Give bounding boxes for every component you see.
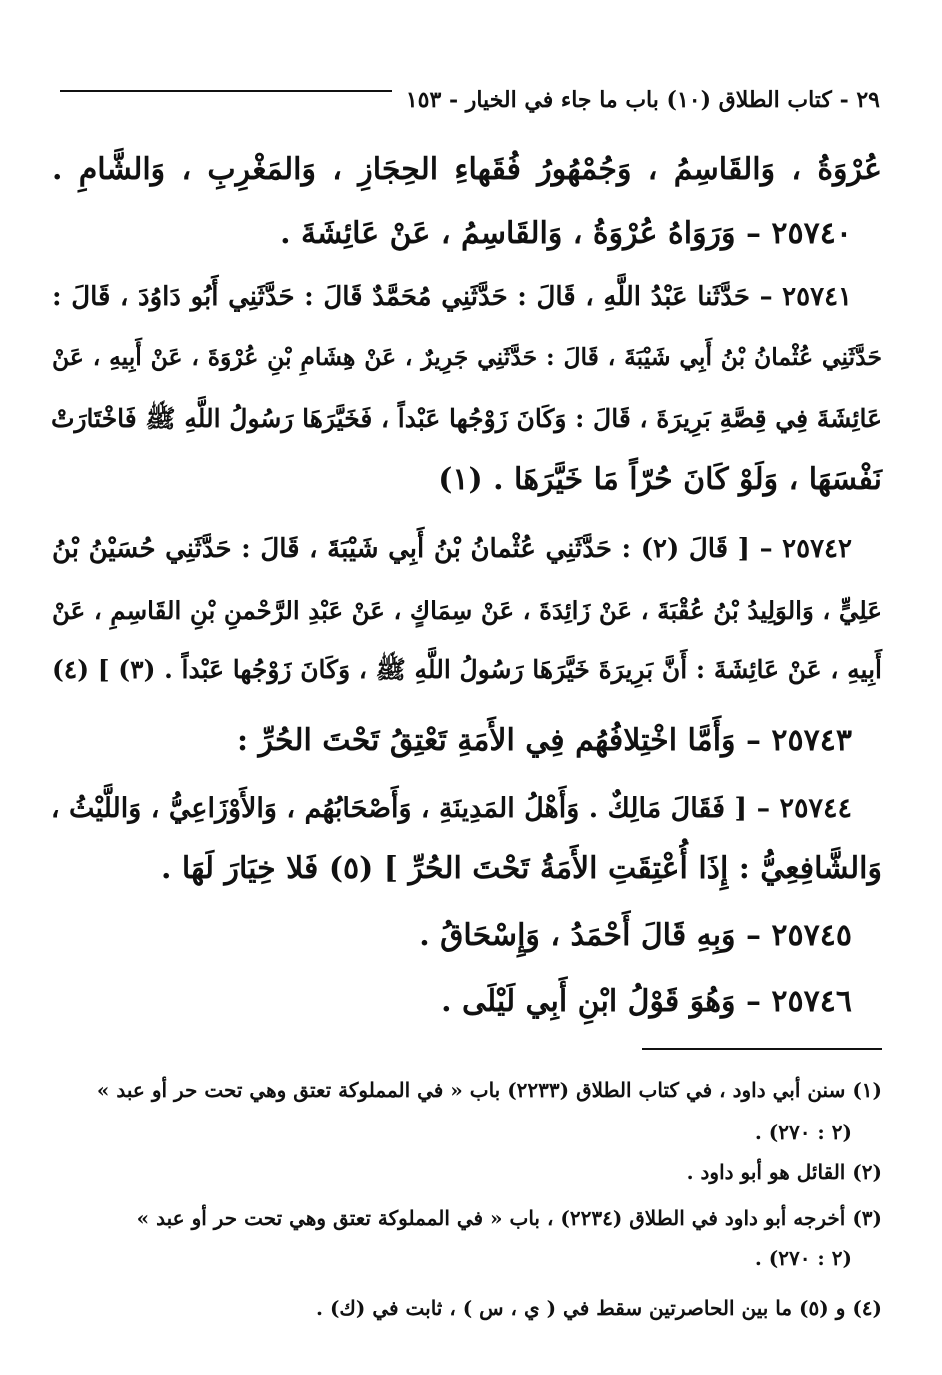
paragraph-25744: ٢٥٧٤٤ – [ فَقَالَ مَالِكٌ . وَأَهْلُ المَدِينَةِ ، وَأَصْحَابُهُم ، وَالأَوْزَاعِيُّ ، وَاللَّيْثُ ، — [50, 793, 852, 824]
body-line: عُرْوَةُ ، وَالقَاسِمُ ، وَجُمْهُورُ فُقَهاءِ الحِجَازِ ، وَالمَغْرِبِ ، وَالشَّامِ . — [52, 152, 882, 187]
footnote-3-continuation: (٢ : ٢٧٠) . — [754, 1246, 852, 1270]
body-line: عَلِيٍّ ، وَالوَلِيدُ بْنُ عُقْبَةَ ، عَنْ زَائِدَةَ ، عَنْ سِمَاكٍ ، عَنْ عَبْدِ الرَّحْمنِ بْنِ القَاسِمِ ، عَنْ — [52, 596, 882, 625]
body-line: وَالشَّافِعِيُّ : إِذَا أُعْتِقَتِ الأَمَةُ تَحْتَ الحُرِّ ] (٥) فَلا خِيَارَ لَهَا . — [161, 851, 882, 886]
paragraph-25742: ٢٥٧٤٢ – [ قَالَ (٢) : حَدَّثَنِي عُثْمانُ بْنُ أَبِي شَيْبَةَ ، قَالَ : حَدَّثَنِي حُسَيْنُ بْنُ — [52, 534, 852, 564]
footnote-2: (٢) القائل هو أبو داود . — [686, 1160, 882, 1184]
running-title: ٢٩ - كتاب الطلاق (١٠) باب ما جاء في الخيار - ١٥٣ — [405, 87, 880, 113]
body-line: حَدَّثَنِي عُثْمانُ بْنُ أَبِي شَيْبَةَ ، قَالَ : حَدَّثَنِي جَرِيرٌ ، عَنْ هِشَامِ بْنِ عُرْوَةَ ، عَنْ أَبِيهِ ، عَنْ — [52, 343, 882, 371]
footnote-rule — [642, 1048, 882, 1050]
body-line: نَفْسَهَا ، وَلَوْ كَانَ حُرّاً مَا خَيَّرَهَا . (١) — [438, 462, 882, 497]
paragraph-25746: ٢٥٧٤٦ – وَهُوَ قَوْلُ ابْنِ أَبِي لَيْلَى . — [441, 984, 852, 1019]
header-rule — [60, 90, 392, 92]
paragraph-25745: ٢٥٧٤٥ – وَبِهِ قَالَ أَحْمَدُ ، وَإِسْحَاقُ . — [419, 918, 852, 953]
page-header — [60, 80, 880, 120]
footnote-1-continuation: (٢ : ٢٧٠) . — [754, 1120, 852, 1144]
paragraph-25741: ٢٥٧٤١ – حَدَّثَنا عَبْدُ اللَّهِ ، قَالَ : حَدَّثَنِي مُحَمَّدٌ قَالَ : حَدَّثَنِي أَبُو دَاوُدَ ، قَالَ : — [52, 282, 852, 312]
paragraph-25740: ٢٥٧٤٠ – وَرَوَاهُ عُرْوَةُ ، وَالقَاسِمُ ، عَنْ عَائِشَةَ . — [280, 216, 852, 251]
footnote-3: (٣) أخرجه أبو داود في الطلاق (٢٢٣٤) ، باب « في المملوكة تعتق وهي تحت حر أو عبد » — [136, 1206, 882, 1230]
paragraph-25743: ٢٥٧٤٣ – وَأَمَّا اخْتِلافُهُم فِي الأَمَةِ تَعْتِقُ تَحْتَ الحُرِّ : — [236, 723, 852, 758]
body-line: أَبِيهِ ، عَنْ عَائِشَةَ : أَنَّ بَرِيرَةَ خَيَّرَهَا رَسُولُ اللَّهِ ﷺ ، وَكَانَ زَوْجُها عَبْداً . (٣) ] (٤) — [51, 655, 882, 684]
footnote-4-5: (٤) و (٥) ما بين الحاصرتين سقط في ( ي ، س ) ، ثابت في (ك) . — [316, 1296, 882, 1320]
body-line: عَائِشَةَ فِي قِصَّةِ بَرِيرَةَ ، قَالَ : وَكَانَ زَوْجُها عَبْداً ، فَخَيَّرَهَا رَسُولُ اللَّهِ ﷺ فَاخْتَارَتْ — [50, 404, 882, 433]
footnote-1: (١) سنن أبي داود ، في كتاب الطلاق (٢٢٣٣) باب « في المملوكة تعتق وهي تحت حر أو عبد » — [96, 1078, 882, 1102]
